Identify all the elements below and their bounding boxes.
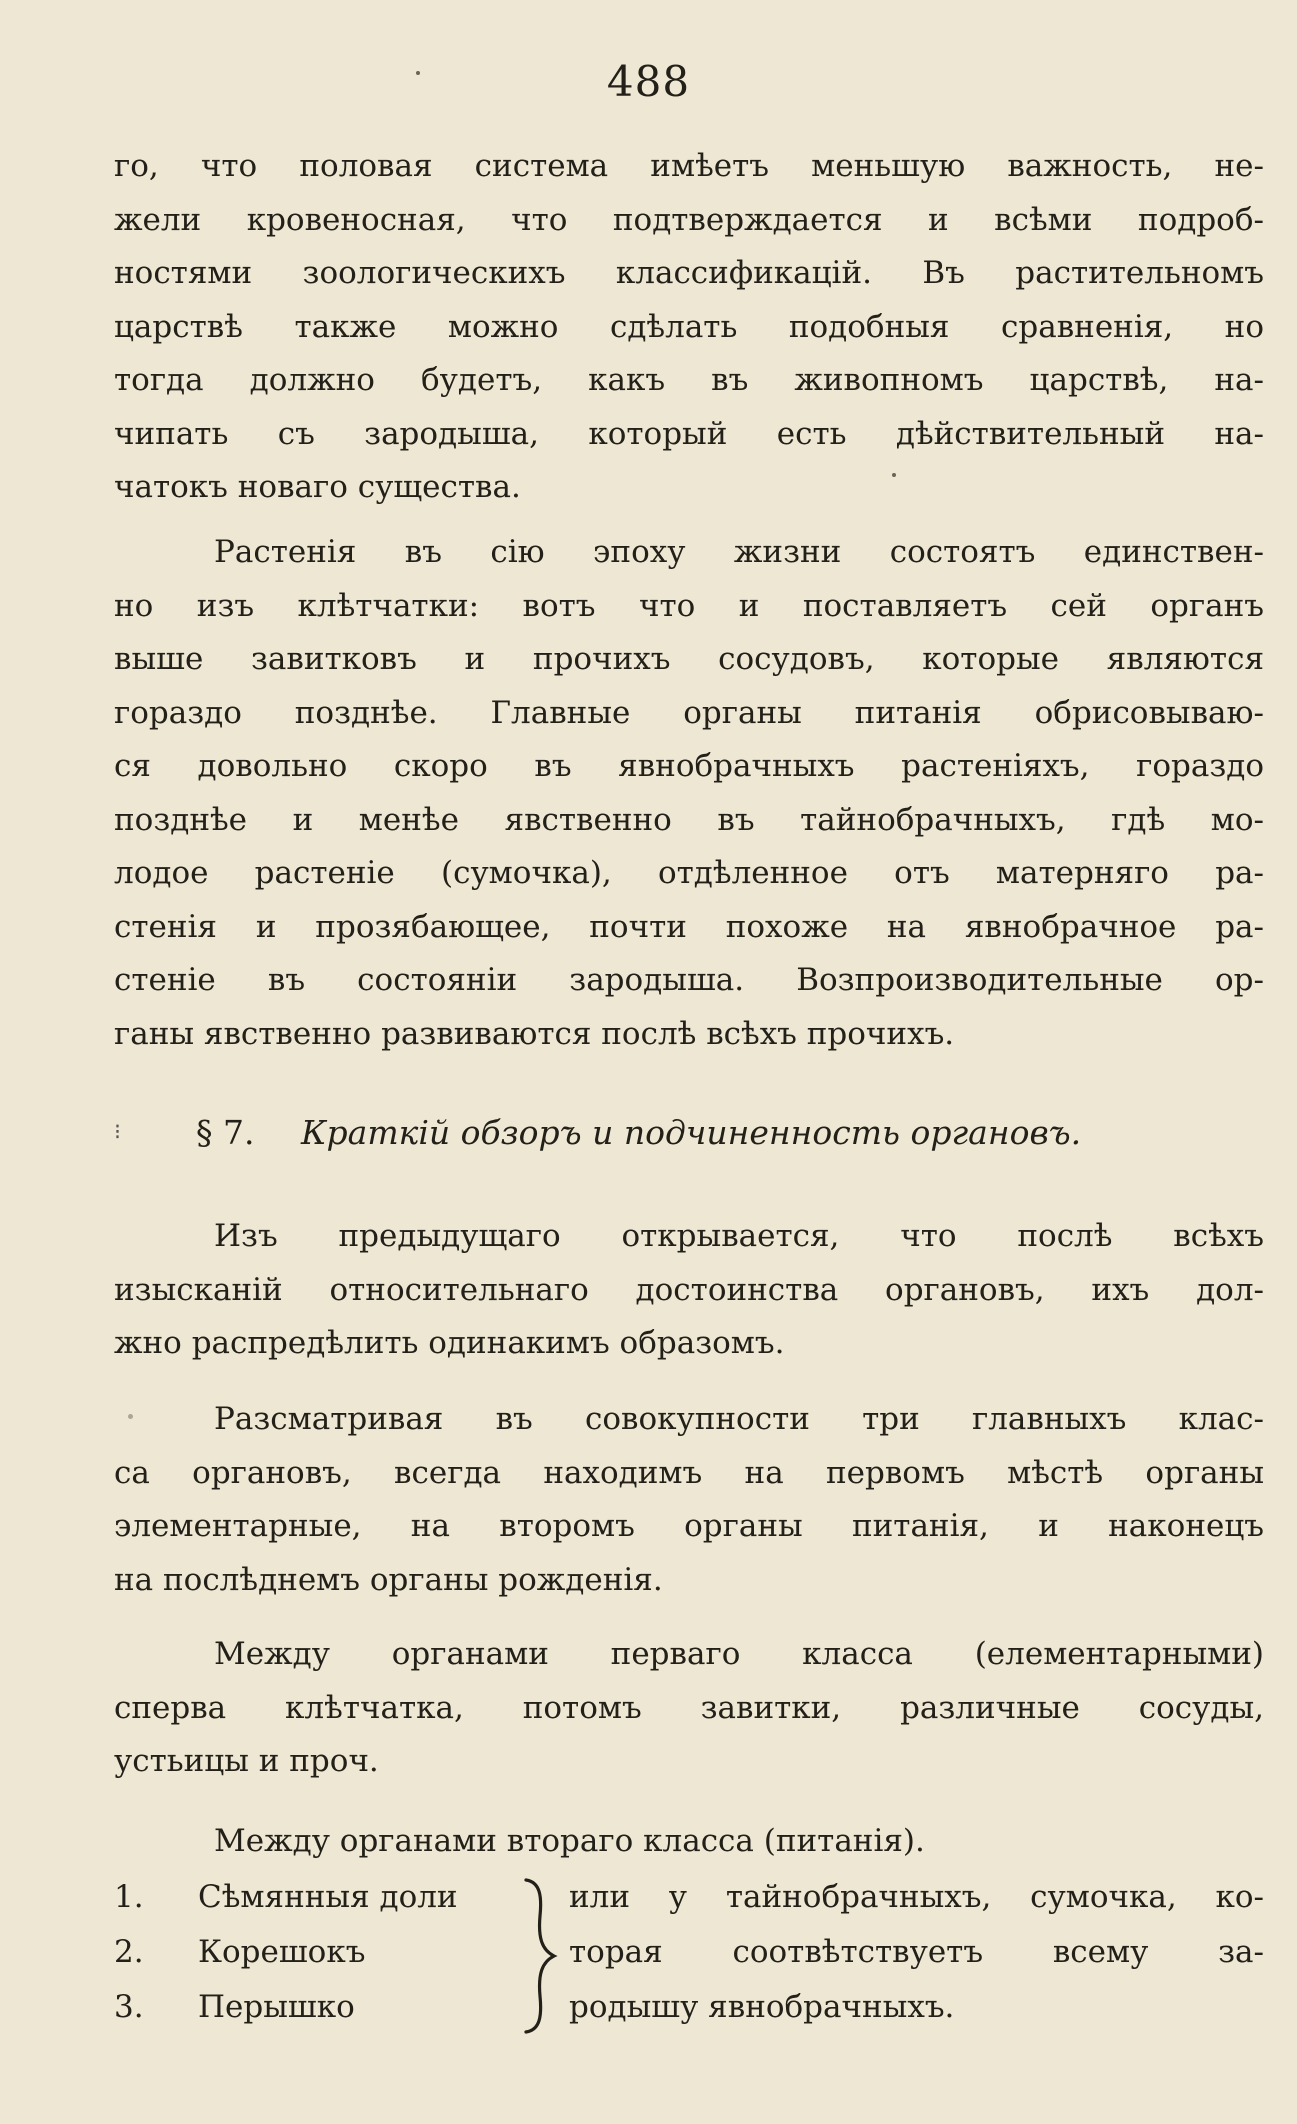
text-line: ностями зоологическихъ классификацій. Въ растительномъ (114, 255, 1264, 291)
text-line: Между органами втораго класса (питанія). (214, 1823, 925, 1859)
text-line: са органовъ, всегда находимъ на первомъ мѣстѣ органы (114, 1454, 1264, 1491)
text-line: на послѣднемъ органы рожденія. (114, 1561, 663, 1598)
list-items (114, 1870, 514, 2035)
paragraph (114, 1210, 1264, 1371)
text-line: устьицы и проч. (114, 1743, 379, 1779)
text-line: Растенія въ сію эпоху жизни состоятъ единствен- (214, 534, 1264, 570)
list-item (114, 1925, 514, 1980)
paragraph (114, 1815, 1264, 1869)
list-note (569, 1870, 1264, 2035)
list-index: 3. (114, 1989, 144, 2025)
ink-speck (128, 1414, 133, 1419)
ink-speck (416, 71, 420, 75)
paragraph (114, 1628, 1264, 1789)
text-line: стенія и прозябающее, почти похоже на явнобрачное ра- (114, 908, 1264, 945)
text-line: позднѣе и менѣе явственно въ тайнобрачныхъ, гдѣ мо- (114, 801, 1264, 838)
list-item (114, 1980, 514, 2035)
text-line: изысканій относительнаго достоинства органовъ, ихъ дол- (114, 1271, 1264, 1308)
text-line: го, что половая система имѣетъ меньшую важность, не- (114, 148, 1264, 184)
text-line: лодое растеніе (сумочка), отдѣленное отъ матерняго ра- (114, 855, 1264, 891)
paragraph (114, 526, 1264, 1061)
text-line: чатокъ новаго существа. (114, 469, 521, 505)
section-title: Краткій обзоръ и подчиненность органовъ. (300, 1113, 1082, 1152)
text-line: Между органами перваго класса (елементарными) (214, 1636, 1264, 1672)
page-number: 488 (606, 57, 691, 106)
paragraph (114, 140, 1264, 515)
list-label: Сѣмянныя доли (198, 1879, 458, 1915)
list-item (114, 1870, 514, 1925)
text-line: чипать съ зародыша, который есть дѣйствительный на- (114, 415, 1264, 452)
list-label: Перышко (198, 1989, 355, 2025)
paragraph-second-class (114, 1815, 1264, 1869)
section-number: § 7. (196, 1113, 255, 1152)
text-line: стеніе въ состояніи зародыша. Возпроизводительные ор- (114, 962, 1264, 998)
text-line: родышу явнобрачныхъ. (569, 1989, 955, 2025)
text-line: жели кровеносная, что подтверждается и всѣми подроб- (114, 201, 1264, 238)
text-line: элементарные, на второмъ органы питанія, и наконецъ (114, 1508, 1264, 1544)
text-line: жно распредѣлить одинакимъ образомъ. (114, 1325, 785, 1361)
text-line: но изъ клѣтчатки: вотъ что и поставляетъ сей органъ (114, 587, 1264, 624)
text-line: выше завитковъ и прочихъ сосудовъ, которые являются (114, 641, 1264, 677)
text-line: ганы явственно развиваются послѣ всѣхъ прочихъ. (114, 1015, 955, 1052)
ink-speck (892, 473, 896, 477)
text-line: Изъ предыдущаго открывается, что послѣ всѣхъ (214, 1218, 1264, 1254)
text-line: сперва клѣтчатка, потомъ завитки, различные сосуды, (114, 1689, 1264, 1726)
paragraph-continued (114, 140, 1264, 515)
margin-mark: ⁝ (114, 1120, 121, 1145)
paragraph-plants-embryo (114, 526, 1264, 1061)
paragraph (114, 1393, 1264, 1607)
paragraph-three-classes (114, 1393, 1264, 1607)
text-line: Разсматривая въ совокупности три главныхъ клас- (214, 1401, 1264, 1437)
text-line: или у тайнобрачныхъ, сумочка, ко- (569, 1879, 1264, 1915)
paragraph-preceding (114, 1210, 1264, 1371)
text-line: торая соотвѣтствуетъ всему за- (569, 1934, 1264, 1970)
section-heading (114, 1105, 1264, 1161)
list-label: Корешокъ (198, 1934, 366, 1970)
text-line: ся довольно скоро въ явнобрачныхъ растеніяхъ, гораздо (114, 748, 1264, 784)
list-index: 1. (114, 1879, 144, 1915)
text-line: гораздо позднѣе. Главные органы питанія обрисовываю- (114, 694, 1264, 731)
curly-brace-icon (518, 1876, 558, 2036)
paragraph-first-class (114, 1628, 1264, 1789)
list-index: 2. (114, 1934, 144, 1970)
text-line: царствѣ также можно сдѣлать подобныя сравненія, но (114, 308, 1264, 345)
text-line: тогда должно будетъ, какъ въ живопномъ царствѣ, на- (114, 362, 1264, 398)
